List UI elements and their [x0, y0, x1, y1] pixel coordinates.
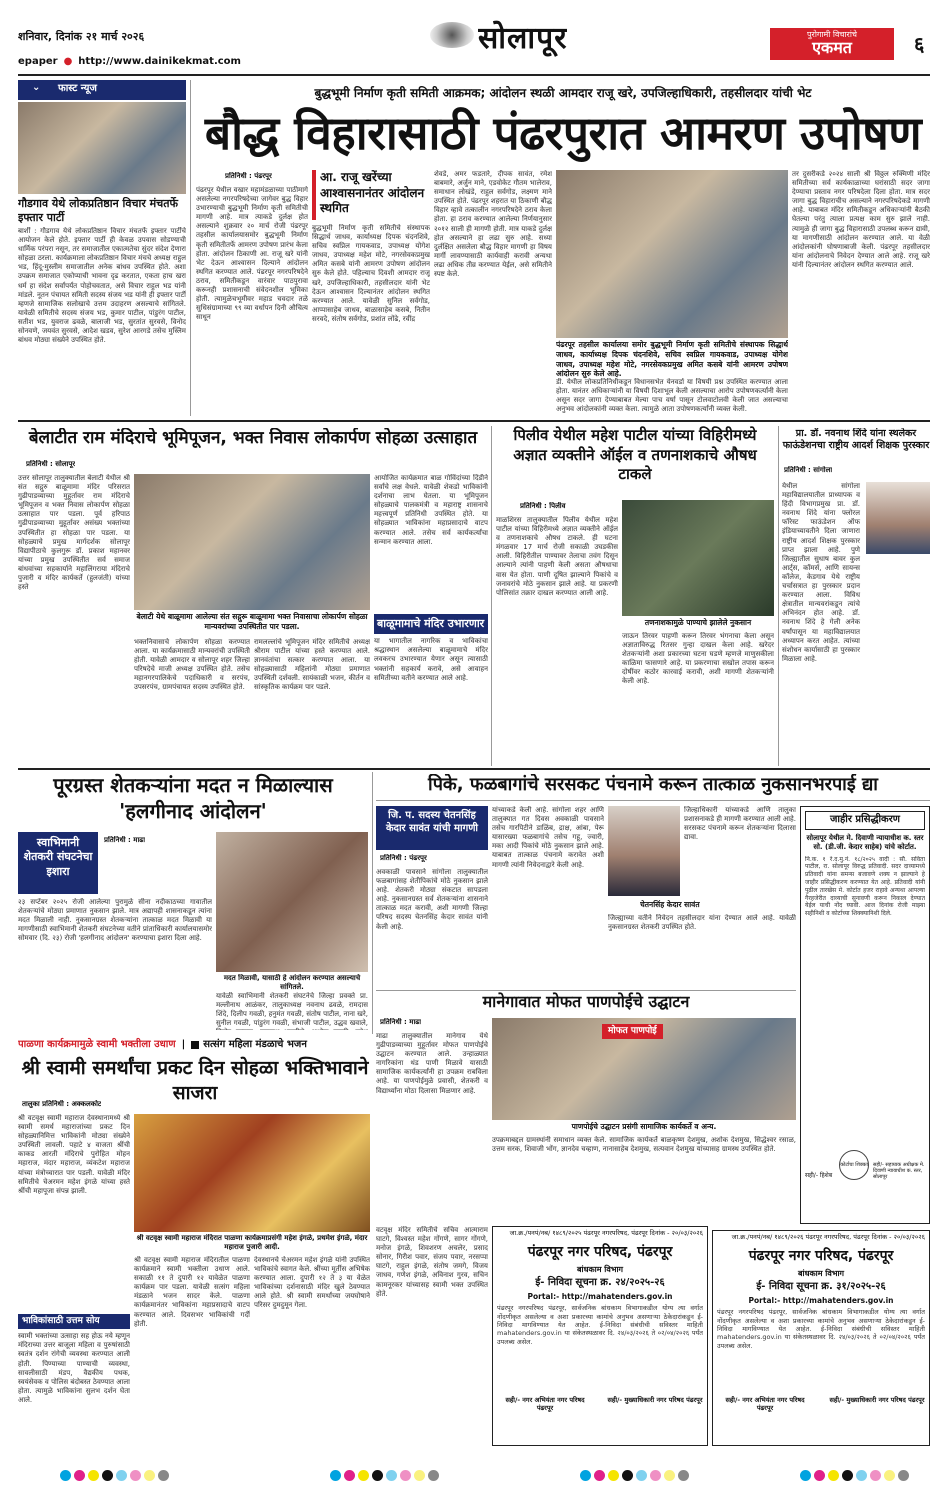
tender-2-number: ई- निविदा सूचना क्र. ३१/२०२५-२६ [756, 1281, 886, 1293]
flood-caption: मदत मिळावी, यासाठी हे आंदोलन करण्यात असल्याचे सांगितले. [223, 974, 361, 992]
panchnama-col-1: अवकाळी पावसाने सांगोला तालुक्यातील फळबागांसह शेतीपिकांचे मोठे नुकसान झाले आहे. शेतकरी मोठ्या संकटात सापडला आहे. नुकसानग्रस्त सर्व शेतकऱ्यांना शासनाने तात्काळ मदत करावी, अशी मागणी जिल्हा परिषद सदस्य चेतनसिंह केदार सावंत यांनी केली आहे. [376, 868, 488, 931]
award-byline: प्रतिनिधी : सांगोला [784, 466, 833, 474]
col-rule [491, 426, 492, 766]
col-rule [778, 426, 779, 766]
pilive-headline: पिलीव येथील महेश पाटील यांच्या विहिरीमध्ये अज्ञात व्यक्तीने ऑईल व तणनाशकाचे औषध टाकले [513, 426, 757, 483]
court-notice-court: सोलापूर येथील मे. दिवाणी न्यायाधीश क. स्तर सो. (डी.जी. केदार साहेब) यांचे कोर्टात. [806, 833, 924, 851]
lead-byline: प्रतिनिधी : पंढरपूर [225, 172, 272, 180]
cyan-dot [60, 1470, 71, 1481]
swami-col-4: वटवृक्ष मंदिर समितीचे सचिव आत्माराम घाटगे, विश्वस्त महेश गोंगणे, सागर गोंगणे, मनोज इंगळे, शिवशरण अचलेर, प्रसाद सोनार, गिरीश पवार, संजय पवार, नरसप्पा घाटगे, राहुल इंगळे, संतोष जमगे, विजय जाधव, गणेश इंगळे, अविनाश गुरव, सचिन कामनूरकर यांच्यासह स्वामी भक्त उपस्थित होते. [376, 1226, 488, 1298]
issue-date: शनिवार, दिनांक २१ मार्च २०२६ [18, 30, 145, 43]
tender-1-portal: Portal:- http://mahatenders.gov.in [527, 1291, 673, 1301]
cyan-dot [800, 1470, 811, 1481]
lead-col-3: शेवडे, अमर फडतारे, दीपक सावंत, रमेश बाबमारे, अर्जुन माने, एडवोकेट गौतम भालेराव, समाधान लोखंडे, राहुल सर्वगोड, लक्ष्मण माने उपस्थित होते. पंढरपूर शहरात या ठिकाणी बौद्ध विहार व्हावे तत्कालीन नगरपरिषदेने ठराव केला होता. हा ठराव करण्यात आलेल्या निर्णयानुसार २०१२ साली ही मागणी होती. मात्र याकडे दुर्लक्ष होत असल्याने हा लढा सुरु आहे. सध्या दुर्लक्षित असलेला बौद्ध विहार मागणी हा विषय मार्गी लावण्यासाठी कार्यवाही करावी अन्यथा लढा अधिक तीव्र करण्यात येईल, असे समितीने स्पष्ट केले. [434, 170, 552, 279]
ram-mandir-photo [134, 474, 370, 610]
cyan-dot [580, 1470, 591, 1481]
swami-box-head: भाविकांसाठी उत्तम सोय [18, 1314, 130, 1329]
magenta-dot [130, 1470, 141, 1481]
tender-2-ref: जा.क्र./पनपं/नब/ १४८९/२०२६ पंढरपूर नगरपरिषद, पंढरपूर दिनांक - २०/०३/२०२६ [731, 1233, 925, 1241]
manegaon-rule [376, 990, 796, 991]
manegaon-headline: मानेगावात मोफत पाणपोईचे उद्घाटन [482, 992, 690, 1011]
fast-news-body: बार्शी : गौडगाव येथे लोकप्रतिष्ठान विचार मंचतर्फे इफ्तार पार्टीचे आयोजन केले होते. इफ्तार पार्टी ही केवळ उपवास सोडण्याची धार्मिक परंपरा नसून, तर समाजातील एकात्मतेचा सुंदर संदेश देणारा सोहळा ठरला. कार्यक्रमाला लोकप्रतिष्ठान विचार मंचचे अध्यक्ष राहुल भड, हिंदू-मुस्लीम समाजातील अनेक बांधव उपस्थित होते. अशा उपक्रम समाजात एकोप्याची भावना दृढ करतात, एकता हाच खरा धर्म हा संदेश सर्वांपर्यंत पोहोचवतात, असे विचार राहुल भड यांनी मांडले. नूतन पंचायत समिती सदस्य संजय भड यांनी ही इफ्तार पार्टी म्हणजे सामाजिक सलोखाचे उत्तम उदाहरण असल्याचे सांगितले. यावेळी समितीचे सदस्य संजय भड, कुमार पाटील, पांडुरंग पाटील, सतीश भड, युवराज ढवळे, बालाजी भड, सुरतांत सुरवसे, विनोद सोनवणे, जयवंत सुरवसे, आदेश खडव, सुरेश आरगडे तसेच मुस्लिम बांधव मोठ्या संख्येने उपस्थित होते. [18, 227, 186, 345]
epaper-line [18, 56, 241, 69]
ram-mandir-box [374, 614, 488, 764]
chevron-down-icon: ⌄ [32, 82, 41, 93]
cyan-dot [636, 1470, 647, 1481]
ram-mandir-box-body: या भागातील नागरिक व भाविकांचा श्रद्धास्थान असलेल्या बाळूमामाचे मंदिर लवकरच उभारण्यात येणार असून त्यासाठी भक्तांनी सहकार्य करावे, असे आवाहन समितीच्या वतीने करण्यात आले आहे. [374, 637, 488, 682]
lead-col-1: पंढरपूर येथील वखार महामंडळाच्या पाठीमागे असलेल्या नगरपरिषदेच्या जागेवर बुद्ध विहार उभारण्याची बुद्धभूमी निर्माण कृती समितीची मागणी आहे. मात्र त्याकडे दुर्लक्ष होत असल्याने शुक्रवार २० मार्च रोजी पंढरपूर तहसील कार्यालयासमोर बुद्धभूमी निर्माण कृती समितीतर्फे आमरण उपोषण प्रारंभ केला होता. आंदोलन ठिकाणी आ. राजू खरे यांनी भेट देऊन आश्वासन दिल्याने आंदोलन स्थगित करण्यात आले. पंढरपूर नगरपरिषदेने ठराव, समितीकडून वारंवार पाठपुरावा करूनही प्रशासनाची संवेदनशील भूमिका होती. त्यामुळेचभूमीवर महाड चवदार तळे सुधिसंग्रामाच्या ९९ व्या वर्धापन दिनी औचित्य साधून [196, 186, 308, 322]
swami-col-1: श्री वटवृक्ष स्वामी महाराज देवस्थानामध्ये श्री स्वामी समर्थ महाराजांच्या प्रकट दिन सोहळ्यानिमित्त भाविकांनी मोठ्या संख्येने उपस्थिती लावली. पहाटे ४ वाजता श्रींची काकड आरती मंदिराचे पुरोहित मोहन महाराज, मंदार महाराज, व्यंकटेश महाराज यांच्या मंत्रोच्चारात पार पडली. यावेळी मंदिर समितीचे चेअरमन महेश इंगळे यांच्या हस्ते श्रींची महापूजा संपन्न झाली. [18, 1114, 130, 1195]
pilive-col-1: माळशिरस तालुक्यातील पिलीव येथील महेश पाटील यांच्या विहिरीमध्ये अज्ञात व्यक्तीने ऑईल व तणनाशकाचे औषध टाकले. ही घटना मंगळवार 17 मार्च रोजी सकाळी उघडकीस आली. विहिरीतील पाण्यावर तेलाचा तवंग दिसून आल्याने त्यांनी पाहणी केली असता औषधाचा वास येत होता. पाणी दूषित झाल्याने पिकांचे व जनावरांचे मोठे नुकसान झाले आहे. या प्रकरणी पोलिसांत तक्रार दाखल करण्यात आली आहे. [496, 516, 618, 597]
swami-box [18, 1314, 130, 1446]
ram-mandir-col-2: आयोजित कार्यक्रमात बाळ गोविंदांच्या दिंडीने सर्वांचे लक्ष वेधले. यावेळी शेकडो भाविकांनी दर्शनाचा लाभ घेतला. या भूमिपूजन सोहळ्याचे पालकमंत्री व महाराष्ट्र शासनाचे महत्त्वपूर्ण प्रतिनिधी उपस्थित होते. या सोहळ्यात भाविकांना महाप्रसादाचे वाटप करण्यात आले. तसेच सर्व कार्यकर्त्यांचा सन्मान करण्यात आला. [374, 474, 488, 546]
brand-block [770, 28, 894, 60]
panchnama-col-4: जिल्ह्याच्या वतीने निवेदन तहसीलदार यांना देण्यात आले आहे. यावेळी नुकसानग्रस्त शेतकरी उपस्थित होते. [608, 914, 796, 932]
cyan-dot [330, 1470, 341, 1481]
tender-1-title: पंढरपूर नगर परिषद, पंढरपूर [527, 1243, 673, 1260]
lead-headline: बौद्ध विहारासाठी पंढरपुरात आमरण उपोषण [204, 106, 922, 160]
lead-subhead: आ. राजू खरेंच्या आश्वासनानंतर आंदोलन स्थगित [320, 170, 425, 216]
tender-2-sign-left: सही/- नगर अभियंता नगर परिषद पंढरपूर [725, 1396, 805, 1413]
header-rule [18, 74, 930, 76]
ram-mandir-byline: प्रतिनिधी : सोलापूर [26, 460, 76, 468]
tender-1-ref: जा.क्र./पनपं/नब/ १४८९/२०२५ पंढरपूर नगरपरिषद, पंढरपूर दिनांक - २०/०३/२०२६ [509, 1229, 703, 1237]
color-registration-right [800, 1470, 909, 1481]
col-rule [372, 772, 373, 1034]
color-registration-mid [580, 1470, 689, 1481]
court-seal: कोर्टाचा शिक्का [839, 1150, 869, 1180]
court-notice-body: नि.क. १ रे.द.मु.नं. १८/२०२५ वादी : सौ. सविता पाटील, रा. सोलापूर विरुद्ध प्रतिवादी. सदर दाव्यामध्ये प्रतिवादी यांना समन्स बजावणे शक्य न झाल्याने हे जाहीर प्रसिद्धीकरण करण्यात येत आहे. प्रतिवादी यांनी पुढील तारखेस मे. कोर्टात हजर राहावे अन्यथा आपल्या गैरहजेरीत दाव्याची सुनावणी करून निकाल देण्यात येईल याची नोंद घ्यावी. आज दिनांक रोजी माझ्या सहीनिशी व कोर्टाच्या शिक्क्यानिशी दिले. [805, 855, 925, 918]
pilive-caption: तणनाशकामुळे पाण्याचे झालेले नुकसान [644, 618, 752, 627]
swami-col-2: श्री वटवृक्ष स्वामी महाराज मंदिरातील पाळणा कार्यक्रमाने स्वामी भक्तीला उधाण आले. सकाळी ११ ते दुपारी १२ यावेळेत पाळणा कार्यक्रम पार पडला. यावेळी सत्संग महिला मंडळाने भजन सादर केले. पाळणा कार्यक्रमानंतर भाविकांना महाप्रसादाचे वाटप करण्यात आले. दिवसभर भाविकांची गर्दी होती. [134, 1256, 250, 1328]
black-dot [102, 1470, 113, 1481]
flood-byline: प्रतिनिधी : माढा [104, 836, 146, 844]
flood-photo [216, 832, 368, 972]
ribbon-right: सत्संग महिला मंडळाचे भजन [203, 1038, 307, 1050]
pilive-col-2: जाऊन तिरवर पाहणी करून तिरवर भंगनाचा केला असून अज्ञाताविरुद्ध रितसर गुन्हा दाखल केला आहे. खरेदर शेतकऱ्यांनी अशा प्रकारच्या घटना घडणे म्हणजे माणुसकीला काळिमा फासणारे आहे. या प्रकरणाचा सखोल तपास करून दोषींवर कठोर कारवाई करावी, अशी मागणी शेतकऱ्यांनी केली आहे. [622, 632, 774, 686]
swami-byline: तालुका प्रतिनिधी : अक्कलकोट [22, 1100, 102, 1108]
ram-mandir-col-1: उत्तर सोलापूर तालुक्यातील बेलाटी येथील श्री संत सद्गुरु बाळूमामा मंदिर परिसरात गुढीपाडव्याच्या मुहूर्तावर राम मंदिराचे भूमिपूजन व भक्त निवास लोकार्पण सोहळा उत्साहात पार पडला. पूर्व हरिपाठ गुढीपाडव्याच्या मुहूर्तावर असंख्य भक्तांच्या उपस्थितीत हा सोहळा पार पडला. या सोहळ्याचे प्रमुख मार्गदर्शक सोलापूर विद्यापीठाचे कुलगुरू डॉ. प्रकाश महानवर यांच्या प्रमुख उपस्थितीत सर्व समाज बांधवांच्या सहकार्याने महालिंगराया मंदिराचे पुजारी व मंदिर कार्यकर्ते (हुलजंती) यांच्या हस्ते [18, 474, 130, 592]
ram-mandir-headline: बेलाटीत राम मंदिराचे भूमिपूजन, भक्त निवास लोकार्पण सोहळा उत्साहात [28, 428, 478, 448]
fast-news-label-bar [18, 80, 186, 100]
fast-news-label: फास्ट न्यूज [58, 83, 97, 94]
brand-name: एकमत [812, 38, 852, 57]
swami-headline: श्री स्वामी समर्थांचा प्रकट दिन सोहळा भक्तिभावाने साजरा [21, 1057, 369, 1104]
section-rule-2 [18, 768, 930, 770]
manegaon-caption: पाणपोईचे उद्घाटन प्रसंगी सामाजिक कार्यकर्ते व अन्य. [571, 1122, 717, 1131]
city-name: सोलापूर [478, 21, 568, 56]
panchnama-box [376, 806, 488, 850]
tender-notice-2 [712, 1230, 930, 1446]
flood-box [18, 832, 98, 894]
ribbon-left: पाळणा कार्यक्रमामुळे स्वामी भक्तीला उधाण [18, 1038, 176, 1050]
yellow-dot [144, 1470, 155, 1481]
black-dot [622, 1470, 633, 1481]
fast-news-photo [18, 102, 186, 194]
tender-2-sign-right: सही/- मुख्याधिकारी नगर परिषद पंढरपूर [829, 1396, 925, 1405]
magenta-dot [814, 1470, 825, 1481]
black-dot [842, 1470, 853, 1481]
magenta-dot [594, 1470, 605, 1481]
tender-2-title: पंढरपूर नगर परिषद, पंढरपूर [748, 1247, 894, 1264]
page-header [18, 0, 930, 70]
tender-2-dept: बांधकाम विभाग [797, 1269, 845, 1279]
manegaon-photo [492, 1018, 796, 1120]
pilive-photo [622, 500, 774, 616]
magenta-dot [870, 1470, 881, 1481]
black-dot [678, 1470, 689, 1481]
lead-col-4: डी. येथील लोकप्रतिनिधीकडून विधानसभेत येनवर्डा या विषयी प्रश्न उपस्थित करण्यात आला होता. यानंतर अधिकाऱ्यांनी या विषयी दिशाभूल केली असल्याचा आरोप उपोषणकर्त्यांनी केला असून सदर जागा देण्याबाबत मेल्या पाच वर्षा पासून टोलवाटोलवी केली जात असल्याचा अनुभव आंदोलकांनी व्यक्त केला. त्यामुळे आता उपोषणकर्त्यांनी व्यक्त केली. [556, 378, 788, 414]
yellow-dot [608, 1470, 619, 1481]
swami-box-body: स्वामी भक्तांच्या उत्साहा सह होऊ नये म्हणून मंदिराच्या उत्तर बाजूला महिला व पुरुषांसाठी स्वतंत्र दर्शन रांगेची व्यवस्था करण्यात आली होती. पिण्याच्या पाण्याची व्यवस्था, सावलीसाठी मंडप, वैद्यकीय पथक, स्वयंसेवक व पोलिस बंदोबस्त ठेवण्यात आला होता. त्यामुळे भाविकांना सुलभ दर्शन घेता आले. [18, 1332, 130, 1404]
brand-tagline: पुरोगामी विचारांचे [807, 30, 857, 39]
tender-1-dept: बांधकाम विभाग [576, 1265, 624, 1275]
award-headline: प्रा. डॉ. नवनाथ शिंदे यांना स्थलेकर फाऊंडेशनचा राष्ट्रीय आदर्श शिक्षक पुरस्कार [782, 428, 930, 452]
black-dot [428, 1470, 439, 1481]
ram-mandir-box-head: बाळूमामाचे मंदिर उभारणार [374, 614, 488, 634]
panchnama-byline: प्रतिनिधी : पंढरपूर [380, 854, 427, 862]
section-rule-1 [18, 420, 930, 422]
globe-icon: ● [63, 56, 73, 67]
cyan-dot [116, 1470, 127, 1481]
court-notice-head: जाहीर प्रसिद्धीकरण [805, 811, 925, 830]
manegaon-body: माढा तालुक्यातील मानेगाव येथे गुढीपाडव्याच्या मुहूर्तावर मोफत पाणपोईचे उद्घाटन करण्यात आले. उन्हाळ्यात नागरिकांना थंड पाणी मिळावे यासाठी सामाजिक कार्यकर्त्यांनी हा उपक्रम राबविला आहे. या पाणपोईमुळे प्रवासी, शेतकरी व विद्यार्थ्यांना मोठा दिलासा मिळणार आहे. [376, 1032, 488, 1095]
fast-news-section [18, 80, 186, 415]
panchnama-col-2: यांच्याकडे केली आहे. सांगोला शहर आणि तालुक्यात गत दिवस अवकाळी पावसाने तसेच गारपिटीने डाळिंब, द्राक्ष, आंबा, पेरू यासारख्या फळबागांचे तसेच गहू, ज्वारी, मका आदी पिकांचे मोठे नुकसान झाले आहे. याबाबत तात्काळ पंचनामे करावेत अशी मागणी त्यांनी निवेदनाद्वारे केली आहे. [492, 806, 604, 869]
tender-1-sign-left: सही/- नगर अभियंता नगर परिषद पंढरपूर [505, 1396, 585, 1413]
tender-1-number: ई- निविदा सूचना क्र. २४/२०२५-२६ [535, 1277, 665, 1289]
court-notice-sign-left: सही/- हिशेब [805, 1172, 833, 1180]
fast-news-headline: गौडगाव येथे लोकप्रतिष्ठान विचार मंचतर्फे इफ्तार पार्टी [18, 197, 178, 224]
manegaon-body-2: उपक्रमाबद्दल ग्रामस्थांनी समाधान व्यक्त केले. सामाजिक कार्यकर्ते बाळकृष्ण देशमुख, अशोक देशमुख, सिद्धेश्वर रसाळ, उत्तम सरक, शिवाजी भोंग, ज्ञानदेव चव्हाण, नानासाहेब देशमुख, सत्यवान देशमुख यांच्यासह ग्रामस्थ उपस्थित होते. [492, 1136, 796, 1154]
yellow-dot [664, 1470, 675, 1481]
court-notice-sign-right: सही/- सहाय्यक अधीक्षक मे. दिवाणी न्यायाधीश क. स्तर, सोलापूर [873, 1161, 925, 1180]
black-dot [898, 1470, 909, 1481]
lead-col-5: तर दुसरीकडे २०२४ साली श्री विठ्ठल रुक्मिणी मंदिर समितीच्या सर्व कार्यकाळाच्या घरांसाठी सदर जागा देण्याचा प्रस्ताव नगर परिषदेला दिला होता. मात्र सदर जागा बुद्ध विहाराचीच असल्याने नगरपरिषदेकडे मागणी आहे. याबाबत मंदिर समितीकडून अधिकाऱ्यांनी बैठकी घेतल्या परंतु त्याला प्रत्यक्ष काम सुरु झाले नाही. त्यामुळे ही जागा बुद्ध विहारासाठी उपलब्ध करून द्यावी, या मागणीसाठी आंदोलन करण्यात आले. या वेळी आंदोलकांनी घोषणाबाजी केली. पंढरपूर तहसीलदार यांना आंदोलनाचे निवेदन देण्यात आले आहे. राजू खरे यांनी दिल्यानंतर आंदोलन स्थगित करण्यात आले. [792, 170, 930, 269]
panchnama-portrait [608, 806, 680, 896]
flood-body-1: २३ सप्टेंबर २०२५ रोजी आलेल्या पुरामुळे सीना नदीकाठच्या गावातील शेतकऱ्यांचे मोठ्या प्रमाणात नुकसान झाले. मात्र अद्यापही शासनाकडून त्यांना मदत मिळाली नाही. नुकसानग्रस्त शेतकऱ्यांना तात्काळ मदत मिळावी या मागणीसाठी स्वाभिमानी शेतकरी संघटनेच्या वतीने प्रांताधिकारी कार्यालयासमोर सोमवार (दि. २३) रोजी 'हलगीनाद आंदोलन' करण्याचा इशारा दिला आहे. [18, 898, 212, 943]
flood-box-head: स्वाभिमानी शेतकरी संघटनेचा इशारा [23, 836, 93, 878]
court-notice [800, 806, 930, 1224]
magenta-dot [74, 1470, 85, 1481]
lead-subhead-box [312, 170, 430, 220]
flood-body-2: यावेळी स्वाभिमानी शेतकरी संघटनेचे जिल्हा प्रवक्ते प्रा. मल्लीनाथ आळंकर, तालुकाध्यक्ष नवनाथ ढवळे, रामदास शिंदे, दिलीप गवळी, हनुमंत गवळी, संतोष पाटील, नाना खरे, सुनील गवळी, पांडुरंग गवळी, संभाजी पाटील, उद्धव खवाले, [216, 992, 368, 1028]
panchnama-col-3: जिल्हाधिकारी यांच्याकडे आणि तालुका प्रशासनाकडे ही मागणी करण्यात आली आहे. सरसकट पंचनामे करून शेतकऱ्यांना दिलासा द्यावा. [684, 806, 796, 842]
tender-2-body: पंढरपूर नगरपरिषद पंढरपूर, सार्वजनिक बांधकाम विभागाकडील योग्य त्या वर्गात नोंदणीकृत असलेल्या व अशा प्रकारच्या कामांचे अनुभव असणाऱ्या ठेकेदारांकडून ई-निविदा मागविण्यात येत आहेत. ई-निविदा संबंधीची सविस्तर माहिती mahatenders.gov.in या संकेतस्थळावर दि. २४/०३/२०२६ ते ०२/०४/२०२६ पर्यंत उपलब्ध असेल. [717, 1308, 925, 1350]
cyan-dot [386, 1470, 397, 1481]
tender-1-body: पंढरपूर नगरपरिषद पंढरपूर, सार्वजनिक बांधकाम विभागाकडील योग्य त्या वर्गात नोंदणीकृत असलेल्या व अशा प्रकारच्या कामांचे अनुभव असणाऱ्या ठेकेदारांकडून ई-निविदा मागविण्यात येत आहेत. ई-निविदा संबंधीची सविस्तर माहिती mahatenders.gov.in या संकेतस्थळावर दि. २४/०३/२०२६ ते ०२/०४/२०२६ पर्यंत उपलब्ध असेल. [497, 1304, 703, 1346]
award-body: येथील सांगोला महाविद्यालयातील प्राध्यापक व हिंदी विभागप्रमुख प्रा. डॉ. नवनाथ शिंदे यांना फ्लोरल फॉरेस्ट फाऊंडेशन ऑफ इंडियाच्यावतीने दिला जाणारा राष्ट्रीय आदर्श शिक्षक पुरस्कार प्राप्त झाला आहे. पुणे जिल्ह्यातील सुधाष बावर कुल आर्ट्स, कॉमर्स, आणि सायन्स कॉलेज, केडगाव येथे राष्ट्रीय चर्चासत्रात हा पुरस्कार प्रदान करण्यात आला. विविध क्षेत्रातील मान्यवरांकडून त्यांचे अभिनंदन होत आहे. डॉ. नवनाथ शिंदे हे गेली अनेक वर्षांपासून या महाविद्यालयात अध्यापन करत आहेत. त्यांच्या संशोधन कार्यासाठी हा पुरस्कार मिळाला आहे. [782, 482, 863, 663]
panchnama-rule [376, 800, 930, 801]
color-registration-left [60, 1470, 169, 1481]
ram-mandir-caption: बेलाटी येथे बाळूमामा आलेल्या संत सद्गुरू बाळूमामा भक्त निवासाचा लोकार्पण सोहळा मान्यवरांच्या उपस्थितीत पार पडला. [136, 612, 368, 631]
tender-1-sign-right: सही/- मुख्याधिकारी नगर परिषद पंढरपूर [607, 1396, 703, 1405]
yellow-dot [88, 1470, 99, 1481]
swami-caption: श्री वटवृक्ष स्वामी महाराज मंदिरात पाळणा कार्यक्रमाप्रसंगी महेश इंगळे, प्रथमेश इंगळे, मंदार महाराज पुजारी आदी. [136, 1234, 368, 1252]
yellow-dot [358, 1470, 369, 1481]
square-icon [191, 1041, 199, 1049]
tender-notice-1 [492, 1226, 708, 1446]
color-registration-center [330, 1470, 439, 1481]
col-rule [190, 80, 191, 416]
magenta-dot [344, 1470, 355, 1481]
swami-ribbon [18, 1036, 372, 1054]
yellow-dot [884, 1470, 895, 1481]
manegaon-banner: मोफत पाणपोई [602, 1024, 663, 1039]
lead-col-2: बुद्धभूमी निर्माण कृती समितीचे संस्थापक सिद्धार्थ जाधव, कार्याध्यक्ष दिपक चंदनशिवे, सचिव स्वप्निल गायकवाड, उपाध्यक्ष योगेश जाधव, उपाध्यक्ष महेश मोटे, नगरसेवकप्रमुख अमित कसबे यांनी आमरण उपोषण आंदोलन सुरु केले होते. पहिल्याच दिवशी आमदार राजू खरे, उपजिल्हाधिकारी, तहसीलदार यांनी भेट देऊन आश्वासन दिल्यानंतर आंदोलन स्थगित करण्यात आले. यावेळी सुनिल सर्वगोड, आप्पासाहेब जाधव, बाळासाहेब कसबे, नितीन सरवदे, संतोष सर्वगोड, प्रशांत लोंढे, रवींद्र [312, 224, 430, 323]
website-link[interactable]: http://www.dainikekmat.com [78, 56, 241, 67]
black-dot [158, 1470, 169, 1481]
magenta-dot [650, 1470, 661, 1481]
lead-photo [556, 170, 788, 338]
ram-mandir-col-3: भक्तनिवासाचे लोकार्पण सोहळा करण्यात आला. या कार्यक्रमासाठी मान्यवरांची उपस्थिती होती. यावेळी आमदार व सोलापूर शहर जिल्हा परिषदेचे माजी अध्यक्ष उपस्थित होते. तसेच महानगरपालिकेचे पदाधिकारी व सरपंच, उपसरपंच, ग्रामपंचायत सदस्य उपस्थित होते. [134, 638, 250, 692]
yellow-dot [828, 1470, 839, 1481]
yellow-dot [414, 1470, 425, 1481]
cyan-dot [856, 1470, 867, 1481]
ribbon-separator: | [181, 1038, 186, 1050]
magenta-dot [400, 1470, 411, 1481]
panchnama-box-head: जि. प. सदस्य चेतनसिंह केदार सावंत यांची मागणी [385, 810, 479, 834]
panchnama-headline: पिके, फळबागांचे सरसकट पंचनामे करून तात्काळ नुकसानभरपाई द्या [428, 774, 878, 795]
page-number: ६ [914, 32, 925, 56]
manegaon-byline: प्रतिनिधी : माढा [380, 1018, 422, 1026]
lead-kicker: बुद्धभूमी निर्माण कृती समिती आक्रमक; आंदोलन स्थळी आमदार राजू खरे, उपजिल्हाधिकारी, तहसीलदार यांची भेट [314, 86, 812, 100]
swami-col-3: देवस्थानचे चेअरमन महेश इंगळे यांनी उपस्थित भाविकांचे स्वागत केले. श्रींच्या मूर्तीस अभिषेक करण्यात आला. दुपारी १२ ते ३ या वेळेत भाविकांच्या दर्शनासाठी मंदिर खुले ठेवण्यात आले होते. श्री स्वामी समर्थांच्या जयघोषाने परिसर दुमदुमून गेला. [254, 1256, 370, 1310]
ram-mandir-col-4: रामलल्लांचे भूमिपूजन मंदिर समितीचे अध्यक्ष श्रीराम पाटील यांच्या हस्ते करण्यात आले. ज्ञानवंतांचा सत्कार करण्यात आला. या सोहळ्यासाठी महिलांनी मोठ्या प्रमाणात उपस्थिती दर्शवली. सायंकाळी भजन, कीर्तन व सांस्कृतिक कार्यक्रम पार पडले. [254, 638, 370, 692]
flood-headline: पूरग्रस्त शेतकऱ्यांना मदत न मिळाल्यास 'हलगीनाद आंदोलन' [53, 773, 333, 823]
masthead-logo [430, 22, 474, 48]
tender-2-portal: Portal:- http://mahatenders.gov.in [748, 1295, 894, 1305]
epaper-label: epaper [18, 56, 58, 67]
panchnama-portrait-caption: चेतनसिंह केदार सावंत [640, 900, 700, 909]
black-dot [372, 1470, 383, 1481]
pilive-byline: प्रतिनिधी : पिलीव [520, 502, 566, 510]
swami-photo [134, 1114, 370, 1232]
lead-photo-caption: पंढरपूर तहसील कार्यालया समोर बुद्धभूमी निर्माण कृती समितीचे संस्थापक सिद्धार्थ जाधव, कार्याध्यक्ष दिपक चंदनशिवे, सचिव स्वप्निल गायकवाड, उपाध्यक्ष योगेश जाधव, उपाध्यक्ष महेश मोटे, नगरसेवकप्रमुख अमित कसबे यांनी आमरण उपोषण आंदोलन सुरु केले आहे. [556, 340, 788, 379]
